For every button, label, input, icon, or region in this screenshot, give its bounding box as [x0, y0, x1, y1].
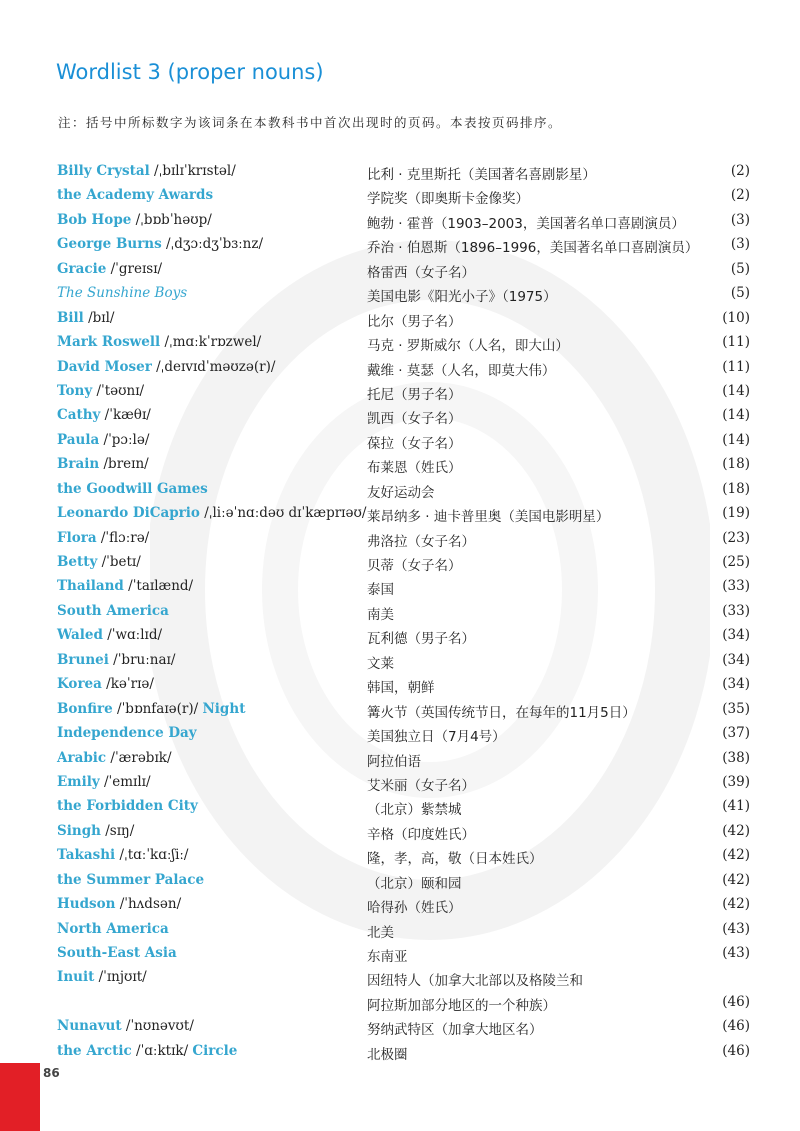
entry-term: the Goodwill Games: [57, 480, 208, 497]
entry-term: Cathy: [57, 407, 101, 424]
entry-term: Paula: [57, 431, 100, 448]
entry-page: (42): [722, 847, 750, 864]
entry-term: Singh: [57, 822, 101, 839]
entry-phonetic: /ˈhʌdsən/: [115, 896, 182, 913]
entry-term: Waled: [57, 627, 103, 644]
entry-chinese: （北京）颐和园: [367, 875, 462, 892]
entry-page: (34): [722, 627, 750, 644]
entry-chinese: 布莱恩（姓氏）: [367, 460, 462, 477]
entry-term: Mark Roswell: [57, 334, 161, 351]
entry-phonetic: /ˈnʊnəvʊt/: [121, 1018, 194, 1035]
wordlist-row: [0, 627, 800, 651]
wordlist-row: [0, 187, 800, 211]
wordlist-row: [0, 481, 800, 505]
entry-english: [57, 896, 181, 912]
entry-chinese: 鲍勃 · 霍普（1903–2003，美国著名单口喜剧演员）: [367, 215, 685, 232]
entry-page: (19): [722, 505, 750, 522]
entry-phonetic: /ˌliːəˈnɑːdəʊ dɪˈkæprɪəʊ/: [199, 505, 367, 522]
entry-chinese: 南美: [367, 606, 394, 623]
entry-term: Takashi: [57, 847, 116, 864]
entry-term: Billy Crystal: [57, 163, 150, 179]
wordlist-row: [0, 603, 800, 627]
entry-english: [57, 212, 212, 228]
wordlist-row: [0, 310, 800, 334]
wordlist-row: [0, 725, 800, 749]
entry-chinese: 泰国: [367, 582, 394, 599]
entry-english: [57, 285, 187, 301]
wordlist-row: [0, 505, 800, 529]
entry-english: [57, 187, 213, 203]
entry-term: Gracie: [57, 260, 107, 277]
wordlist-row: [0, 359, 800, 383]
entry-phonetic: /kəˈrɪə/: [101, 676, 154, 693]
entry-page: (18): [722, 456, 750, 473]
wordlist-row: [0, 334, 800, 358]
footer-red-bar: [0, 1063, 40, 1131]
entry-chinese: 格雷西（女子名）: [367, 264, 475, 281]
entry-page: (23): [722, 529, 750, 546]
entry-english: [57, 407, 151, 423]
entry-english: [57, 383, 144, 399]
entry-page: (5): [730, 260, 750, 277]
wordlist-row: [0, 676, 800, 700]
entry-chinese: 葆拉（女子名）: [367, 435, 462, 452]
entry-phonetic: /ˌtɑːˈkɑːʃiː/: [115, 847, 189, 864]
entry-page: (18): [722, 480, 750, 497]
entry-phonetic: /ˈtaɪlænd/: [123, 578, 194, 595]
wordlist-row: [0, 1018, 800, 1042]
entry-term: Bonfire: [57, 700, 113, 717]
entry-term: North America: [57, 920, 169, 937]
entry-term: Independence Day: [57, 725, 197, 742]
entry-english: [57, 676, 154, 692]
entry-chinese: 北美: [367, 924, 394, 941]
entry-phonetic: /ˈbɒnfaɪə(r)/: [112, 700, 203, 717]
entry-english: [57, 261, 162, 277]
entry-chinese: 戴维 · 莫瑟（人名，即莫大伟）: [367, 362, 556, 379]
wordlist-row: [0, 261, 800, 285]
wordlist-row: [0, 798, 800, 822]
entry-page: (34): [722, 676, 750, 693]
entry-phonetic: /ˈflɔːrə/: [96, 529, 150, 546]
page-number: 86: [43, 1066, 60, 1080]
entry-term: Emily: [57, 773, 100, 790]
entry-chinese: （北京）紫禁城: [367, 802, 462, 819]
entry-page: (14): [722, 431, 750, 448]
wordlist-row: [0, 407, 800, 431]
entry-chinese: 文莱: [367, 655, 394, 672]
entry-chinese: 学院奖（即奥斯卡金像奖）: [367, 191, 529, 208]
entry-english: [57, 701, 245, 717]
entry-chinese: 美国独立日（7月4号）: [367, 729, 506, 746]
entry-chinese: 东南亚: [367, 949, 408, 965]
entry-chinese: 辛格（印度姓氏）: [367, 826, 475, 843]
entry-term: Arabic: [57, 749, 107, 766]
entry-english: [57, 872, 204, 888]
entry-term: Korea: [57, 676, 102, 693]
entry-page: (41): [722, 798, 750, 815]
entry-phonetic: /ˈbetɪ/: [97, 554, 141, 570]
entry-page: (14): [722, 407, 750, 424]
entry-chinese: 篝火节（英国传统节日，在每年的11月5日）: [367, 704, 636, 721]
entry-english: [57, 530, 149, 546]
entry-page: (5): [730, 285, 750, 302]
entry-term-continued: Circle: [192, 1042, 238, 1059]
entry-page: (42): [722, 871, 750, 888]
entry-english: [57, 847, 188, 863]
entry-page: (33): [722, 578, 750, 595]
entry-term: Brain: [57, 456, 100, 473]
wordlist-row: [0, 530, 800, 554]
wordlist-row: [0, 969, 800, 1018]
entry-page: (2): [730, 187, 750, 204]
entry-phonetic: /ˈbruːnaɪ/: [108, 651, 176, 668]
entry-term: Hudson: [57, 896, 116, 913]
entry-english: [57, 310, 114, 326]
entry-term: the Summer Palace: [57, 871, 205, 888]
entry-page: (3): [730, 211, 750, 228]
entry-english: [57, 774, 151, 790]
entry-chinese: 美国电影《阳光小子》（1975）: [367, 289, 557, 306]
wordlist-row: [0, 823, 800, 847]
entry-page: (42): [722, 822, 750, 839]
entry-english: [57, 1043, 237, 1059]
entry-phonetic: /ˈwɑːlɪd/: [102, 627, 163, 644]
entry-page: (43): [722, 920, 750, 937]
entry-page: (37): [722, 725, 750, 742]
entry-chinese: 因纽特人（加拿大北部以及格陵兰和: [367, 973, 583, 990]
entry-chinese: 阿拉伯语: [367, 753, 421, 770]
entry-phonetic: /ˌmɑːkˈrɒzwel/: [160, 334, 262, 351]
entry-phonetic: /ˈɪnjʊɪt/: [94, 969, 147, 986]
entry-english: [57, 945, 177, 961]
entry-phonetic: /ˌdʒɔːdʒˈbɜːnz/: [161, 236, 264, 253]
entry-page: (43): [722, 945, 750, 961]
entry-term: Inuit: [57, 969, 95, 986]
wordlist-row: [0, 554, 800, 578]
wordlist-row: [0, 578, 800, 602]
entry-english: [57, 359, 275, 375]
wordlist-row: [0, 456, 800, 480]
entry-english: [57, 578, 193, 594]
entry-chinese: 隆，孝，高，敬（日本姓氏）: [367, 851, 543, 868]
entry-term: David Moser: [57, 358, 152, 375]
entry-english: [57, 969, 147, 985]
entry-english: [57, 432, 149, 448]
entry-term-continued: Night: [202, 700, 246, 717]
entry-phonetic: /ˈɑːktɪk/: [131, 1042, 193, 1059]
entry-term: Tony: [57, 382, 93, 399]
wordlist-row: [0, 1043, 800, 1067]
wordlist: [0, 163, 800, 1067]
entry-page: (38): [722, 749, 750, 766]
entry-term: Nunavut: [57, 1018, 122, 1035]
wordlist-row: [0, 896, 800, 920]
entry-term: George Burns: [57, 236, 162, 253]
wordlist-row: [0, 921, 800, 945]
entry-page: (33): [722, 602, 750, 619]
entry-chinese: 莱昂纳多 · 迪卡普里奥（美国电影明星）: [367, 509, 610, 526]
entry-chinese: 比利 · 克里斯托（美国著名喜剧影星）: [367, 167, 596, 183]
entry-english: [57, 334, 261, 350]
wordlist-row: [0, 701, 800, 725]
wordlist-row: [0, 774, 800, 798]
entry-phonetic: /ˈtəʊnɪ/: [92, 382, 145, 399]
wordlist-row: [0, 652, 800, 676]
entry-phonetic: /ˈærəbɪk/: [106, 749, 172, 766]
wordlist-row: [0, 212, 800, 236]
entry-term: Brunei: [57, 651, 109, 668]
entry-english: [57, 456, 149, 472]
entry-chinese: 贝蒂（女子名）: [367, 558, 462, 574]
entry-chinese: 艾米丽（女子名）: [367, 777, 475, 794]
entry-page: (14): [722, 382, 750, 399]
entry-page: (11): [722, 334, 750, 351]
entry-chinese: 比尔（男子名）: [367, 313, 462, 330]
entry-term: Betty: [57, 554, 98, 570]
entry-page: (10): [722, 309, 750, 326]
entry-english: [57, 652, 175, 668]
entry-english: [57, 921, 169, 937]
wordlist-row: [0, 236, 800, 260]
entry-english: [57, 750, 172, 766]
entry-chinese: 托尼（男子名）: [367, 386, 462, 403]
entry-english: [57, 627, 162, 643]
entry-chinese: 韩国，朝鲜: [367, 680, 435, 697]
entry-phonetic: /ˌbɪlɪˈkrɪstəl/: [149, 163, 236, 179]
wordlist-row: [0, 945, 800, 969]
page-title: Wordlist 3 (proper nouns): [56, 60, 324, 84]
entry-chinese: 哈得孙（姓氏）: [367, 900, 462, 917]
entry-chinese: 凯西（女子名）: [367, 411, 462, 428]
entry-phonetic: /breɪn/: [99, 456, 149, 473]
entry-term: South America: [57, 602, 169, 619]
entry-phonetic: /bɪl/: [83, 309, 115, 326]
entry-phonetic: /ˈemɪlɪ/: [99, 773, 151, 790]
entry-page: (39): [722, 773, 750, 790]
entry-chinese: 马克 · 罗斯威尔（人名，即大山）: [367, 338, 569, 355]
entry-term: Thailand: [57, 578, 124, 595]
entry-english: [57, 1018, 194, 1034]
entry-chinese: 努纳武特区（加拿大地区名）: [367, 1022, 543, 1039]
entry-english: [57, 481, 208, 497]
entry-phonetic: /ˌdeɪvɪdˈməʊzə(r)/: [151, 358, 276, 375]
entry-term: Flora: [57, 529, 97, 546]
entry-page: (3): [730, 236, 750, 253]
entry-phonetic: /ˈkæθɪ/: [100, 407, 151, 424]
entry-phonetic: /ˈpɔːlə/: [99, 431, 150, 448]
entry-term: the Academy Awards: [57, 187, 214, 204]
entry-page: (46): [722, 1042, 750, 1059]
entry-phonetic: /ˈgreɪsɪ/: [106, 260, 163, 277]
entry-english: [57, 798, 198, 814]
entry-page: (2): [730, 163, 750, 179]
entry-chinese: 瓦利德（男子名）: [367, 631, 475, 648]
entry-term: South-East Asia: [57, 945, 177, 961]
wordlist-row: [0, 750, 800, 774]
entry-page: (35): [722, 700, 750, 717]
entry-english: [57, 554, 141, 570]
entry-english: [57, 163, 236, 179]
wordlist-row: [0, 872, 800, 896]
wordlist-row: [0, 163, 800, 187]
entry-term: The Sunshine Boys: [57, 285, 188, 302]
entry-chinese: 友好运动会: [367, 484, 435, 501]
entry-english: [57, 236, 263, 252]
wordlist-row: [0, 383, 800, 407]
entry-english: [57, 725, 197, 741]
entry-term: the Forbidden City: [57, 798, 198, 815]
entry-page: (46): [722, 993, 750, 1010]
wordlist-row: [0, 285, 800, 309]
wordlist-row: [0, 847, 800, 871]
entry-term: the Arctic: [57, 1042, 132, 1059]
entry-english: [57, 823, 134, 839]
entry-term: Bill: [57, 309, 84, 326]
entry-phonetic: /sɪŋ/: [100, 822, 135, 839]
entry-page: (11): [722, 358, 750, 375]
entry-chinese-line2: 阿拉斯加部分地区的一个种族）: [367, 997, 556, 1014]
entry-page: (46): [722, 1018, 750, 1035]
note-text: 注：括号中所标数字为该词条在本教科书中首次出现时的页码。本表按页码排序。: [58, 115, 563, 130]
entry-chinese: 北极圈: [367, 1046, 408, 1063]
wordlist-row: [0, 432, 800, 456]
entry-chinese: 弗洛拉（女子名）: [367, 533, 475, 550]
entry-page: (25): [722, 554, 750, 570]
entry-chinese: 乔治 · 伯恩斯（1896–1996，美国著名单口喜剧演员）: [367, 240, 699, 257]
entry-page: (34): [722, 651, 750, 668]
entry-term: Leonardo DiCaprio: [57, 505, 200, 522]
entry-phonetic: /ˌbɒbˈhəʊp/: [131, 211, 212, 228]
entry-page: (42): [722, 896, 750, 913]
entry-english: [57, 505, 366, 521]
entry-term: Bob Hope: [57, 211, 132, 228]
entry-english: [57, 603, 169, 619]
